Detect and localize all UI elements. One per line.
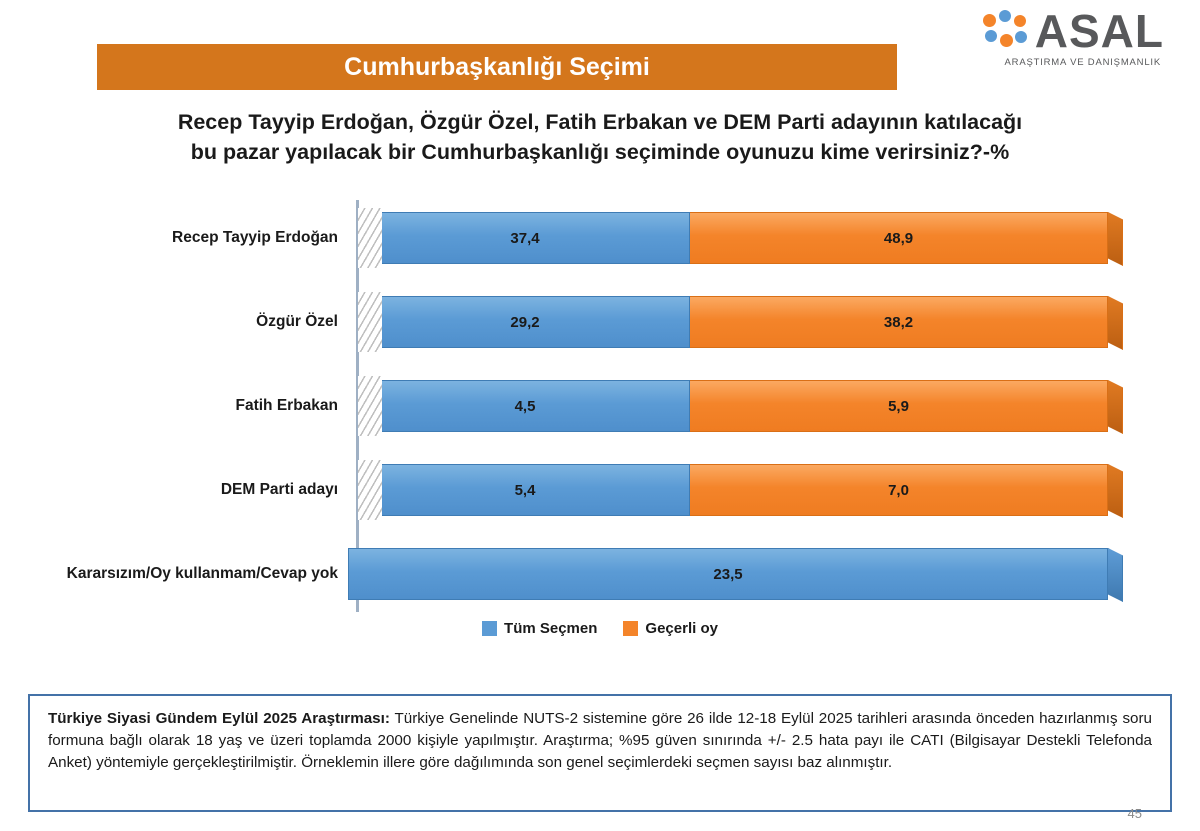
bar-segment-gecerli-oy (690, 296, 1108, 348)
methodology-note (28, 694, 1172, 812)
stacked-bar (360, 464, 1123, 516)
logo-wordmark: ASAL (1034, 5, 1164, 57)
bar-value-label: 5,9 (888, 397, 909, 415)
stacked-bar (360, 380, 1123, 432)
asal-logo (983, 5, 1164, 68)
page-title: Cumhurbaşkanlığı Seçimi (344, 52, 650, 81)
bar-value-label: 7,0 (888, 481, 909, 499)
question-line-1: Recep Tayyip Erdoğan, Özgür Özel, Fatih Erbakan ve DEM Parti adayının katılacağı (177, 110, 1023, 134)
table-row (0, 196, 1200, 280)
bar-value-label: 4,5 (514, 397, 536, 415)
bar-category-label: DEM Parti adayı (220, 481, 338, 498)
chart-title-bar (97, 44, 897, 90)
bar-segment-gecerli-oy (690, 380, 1108, 432)
legend-item-gecerli-oy (623, 620, 718, 637)
bar-value-label: 37,4 (510, 229, 540, 247)
asal-logo-mark-icon (983, 10, 1029, 52)
bar-chart (0, 196, 1200, 616)
bar-value-label: 38,2 (883, 313, 914, 331)
legend-item-tum-secmen (482, 620, 597, 637)
axis-break-icon (358, 376, 382, 436)
bar-segment-gecerli-oy (690, 464, 1108, 516)
bar-segment-tum-secmen (348, 548, 1108, 600)
axis-break-icon (358, 460, 382, 520)
logo-row (983, 5, 1164, 57)
question-line-2: bu pazar yapılacak bir Cumhurbaşkanlığı seçiminde oyunuzu kime verirsiniz?-% (190, 139, 1010, 164)
methodology-note-title: Türkiye Siyasi Gündem Eylül 2025 Araştırması: (48, 710, 390, 727)
axis-break-icon (358, 208, 382, 268)
bar-category-label: Recep Tayyip Erdoğan (172, 229, 338, 246)
methodology-note-body: Türkiye Genelinde NUTS-2 sistemine göre 26 ilde 12-18 Eylül 2025 tarihleri arasında önceden hazırlanmış soru formuna bağlı olarak 18 yaş ve üzeri toplamda 2000 kişiyle yapılmıştır. Araştırma; %95 güven sınırında +/- 2.5 hata payı ile CATI (Bilgisayar Destekli Telefonda Anket) yöntemiyle gerçekleştirilmiştir. Örneklemin illere göre dağılımında son genel seçimlerdeki seçmen sayısı baz alınmıştır. (48, 710, 1152, 772)
bar-zone (348, 532, 1200, 616)
legend-swatch-icon (482, 621, 497, 636)
legend-label: Tüm Seçmen (504, 620, 598, 637)
bar-cap-3d (1108, 548, 1123, 602)
bar-segment-gecerli-oy (690, 212, 1108, 264)
bar-cap-3d (1108, 296, 1123, 350)
axis-break-icon (358, 292, 382, 352)
bar-category-label: Özgür Özel (256, 313, 338, 330)
bar-value-label: 29,2 (510, 313, 540, 331)
legend-label: Geçerli oy (645, 620, 718, 637)
bar-segment-tum-secmen (360, 212, 690, 264)
logo-tagline: ARAŞTIRMA VE DANIŞMANLIK (1004, 57, 1161, 68)
bar-zone (348, 196, 1200, 280)
table-row (0, 280, 1200, 364)
page-number: 45 (1127, 806, 1142, 821)
bar-category-label: Kararsızım/Oy kullanmam/Cevap yok (66, 565, 338, 582)
legend-swatch-icon (623, 621, 638, 636)
bar-zone (348, 364, 1200, 448)
table-row (0, 448, 1200, 532)
table-row (0, 532, 1200, 616)
table-row (0, 364, 1200, 448)
bar-zone (348, 280, 1200, 364)
bar-category-label: Fatih Erbakan (235, 397, 338, 414)
bar-cap-3d (1108, 212, 1123, 266)
bar-segment-tum-secmen (360, 464, 690, 516)
bar-cap-3d (1108, 464, 1123, 518)
chart-legend (0, 620, 1200, 637)
bar-value-label: 48,9 (883, 229, 914, 247)
bar-segment-tum-secmen (360, 380, 690, 432)
stacked-bar (348, 548, 1123, 600)
bar-value-label: 23,5 (713, 565, 743, 583)
bar-cap-3d (1108, 380, 1123, 434)
bar-segment-tum-secmen (360, 296, 690, 348)
stacked-bar (360, 296, 1123, 348)
chart-rows (0, 196, 1200, 616)
bar-value-label: 5,4 (514, 481, 536, 499)
question-text (60, 108, 1140, 167)
stacked-bar (360, 212, 1123, 264)
bar-zone (348, 448, 1200, 532)
